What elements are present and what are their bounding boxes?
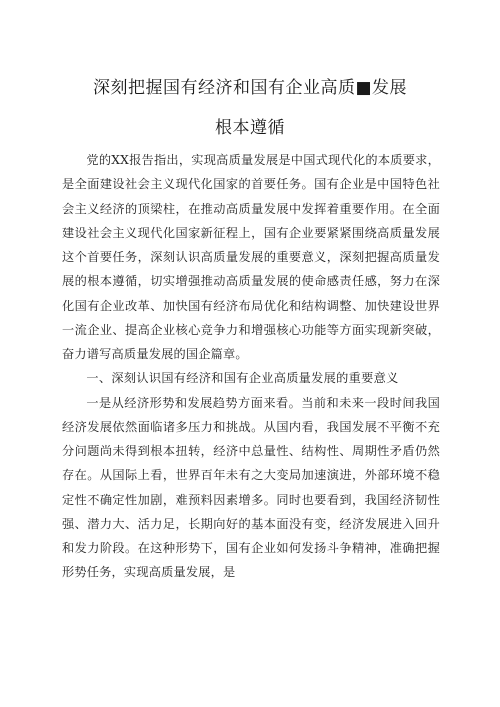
document-body [62,148,440,585]
document-title-line-1: 深刻把握国有经济和国有企业高质■发展 [92,78,408,98]
document-title-line-2: 根本遵循 [215,118,285,138]
section-heading: 一、深刻认识国有经济和国有企业高质量发展的重要意义 [86,371,399,386]
intro-paragraph: 党的XX报告指出，实现高质量发展是中国式现代化的本质要求，是全面建设社会主义现代化国家的首要任务。国有企业是中国特色社会主义经济的顶梁柱，在推动高质量发展中发挥着重要作用。在全面建设社会主义现代化国家新征程上，国有企业要紧紧围绕高质量发展这个首要任务，深刻认识高质量发展的重要意义，深刻把握高质量发展的根本遵循，切实增强推动高质量发展的使命感责任感，努力在深化国有企业改革、加快国有经济布局优化和结构调整、加快建设世界一流企业、提高企业核心竞争力和增强核心功能等方面实现新突破，奋力谱写高质量发展的国企篇章。 [62,153,440,361]
section-paragraph: 一是从经济形势和发展趋势方面来看。当前和未来一段时间我国经济发展依然面临诸多压力和挑战。从国内看，我国发展不平衡不充分问题尚未得到根本扭转，经济中总量性、结构性、周期性矛盾仍然存在。从国际上看，世界百年未有之大变局加速演进，外部环境不稳定性不确定性加剧，难预料因素增多。同时也要看到，我国经济韧性强、潜力大、活力足，长期向好的基本面没有变，经济发展进入回升和发力阶段。在这种形势下，国有企业如何发扬斗争精神，准确把握形势任务，实现高质量发展，是 [62,395,440,580]
